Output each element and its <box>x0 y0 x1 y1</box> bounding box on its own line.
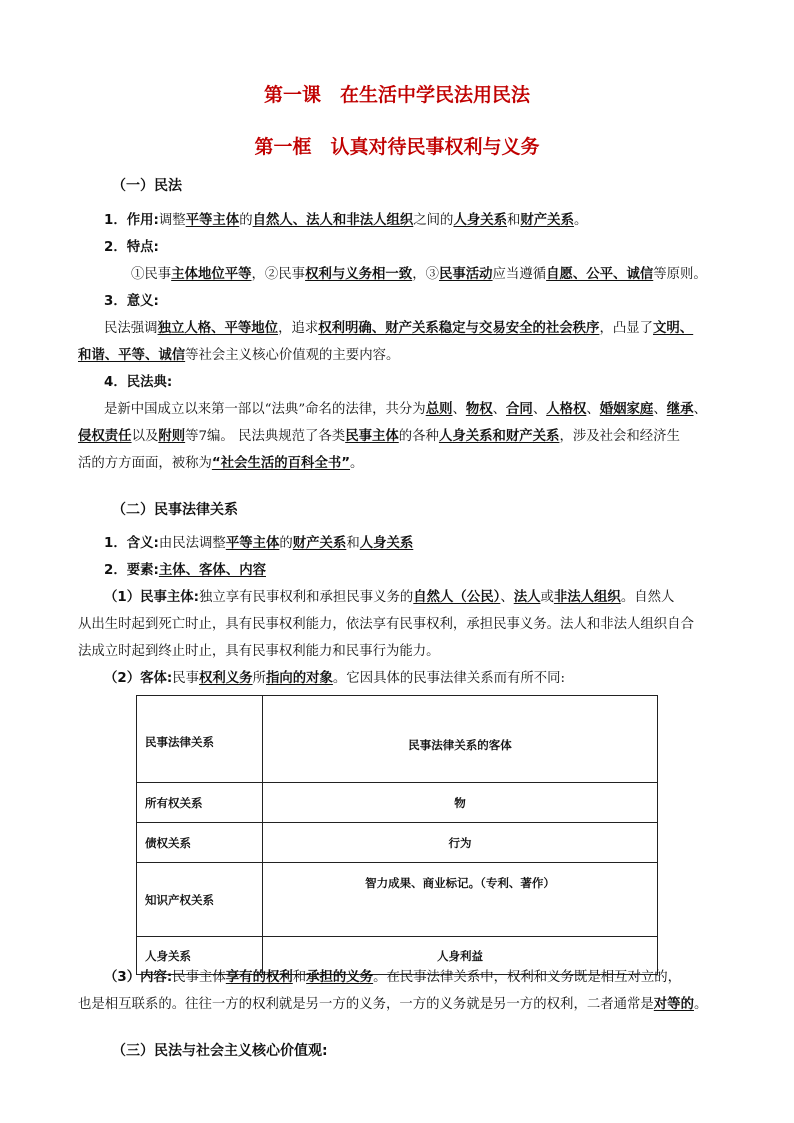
item-civil-code-line2: 侵权责任以及附则等7编。 民法典规范了各类民事主体的各种人身关系和财产关系，涉及社会和经济生 <box>78 429 680 444</box>
item-significance-line2: 和谐、平等、诚信等社会主义核心价值观的主要内容。 <box>78 348 400 363</box>
table-header-relation: 民事法律关系 <box>137 696 263 783</box>
item-features-text: ①民事主体地位平等，②民事权利与义务相一致，③民事活动应当遵循自愿、公平、诚信等原则。 <box>131 267 707 282</box>
table-row <box>137 863 658 937</box>
table-header-object: 民事法律关系的客体 <box>263 696 658 783</box>
table-cell-relation: 所有权关系 <box>137 783 263 823</box>
item-civil-code-line3: 活的方方面面，被称为“社会生活的百科全书”。 <box>78 456 364 471</box>
table-cell-relation: 知识产权关系 <box>137 863 263 937</box>
item-civil-code-line1: 是新中国成立以来第一部以“法典”命名的法律，共分为总则、物权、合同、人格权、婚姻家庭、继承、 <box>104 402 707 417</box>
section-heading-civil-legal-relations: （二）民事法律关系 <box>112 502 238 518</box>
table-cell-object: 人身利益 <box>263 937 658 975</box>
para-content-line2: 也是相互联系的。往往一方的权利就是另一方的义务，一方的义务就是另一方的权利，二者通常是对等的。 <box>78 997 708 1012</box>
item-elements: 2．要素:主体、客体、内容 <box>104 563 266 578</box>
item-function: 1．作用:调整平等主体的自然人、法人和非法人组织之间的人身关系和财产关系。 <box>104 213 588 228</box>
item-features-label: 2．特点: <box>104 240 159 255</box>
table-row <box>137 783 658 823</box>
para-subject-line2: 从出生时起到死亡时止，具有民事权利能力，依法享有民事权利，承担民事义务。法人和非法人组织自合 <box>78 617 694 632</box>
table-header-row <box>137 696 658 783</box>
item-civil-code-label: 4．民法典: <box>104 375 173 390</box>
table-cell-object: 智力成果、商业标记。（专利、著作） <box>263 863 658 937</box>
lesson-title: 第一课 在生活中学民法用民法 <box>263 84 530 106</box>
table-cell-relation: 债权关系 <box>137 823 263 863</box>
para-object: （2）客体:民事权利义务所指向的对象。它因具体的民事法律关系而有所不同: <box>104 671 566 686</box>
section-heading-civil-law: （一）民法 <box>112 178 182 194</box>
para-subject-line1: （1）民事主体:独立享有民事权利和承担民事义务的自然人（公民）、法人或非法人组织。自然人 <box>104 590 675 605</box>
item-significance-line1: 民法强调独立人格、平等地位，追求权利明确、财产关系稳定与交易安全的社会秩序，凸显了文明、 <box>104 321 694 336</box>
para-subject-line3: 法成立时起到终止时止，具有民事权利能力和民事行为能力。 <box>78 644 440 659</box>
relations-object-table <box>136 695 658 975</box>
table-cell-object: 行为 <box>263 823 658 863</box>
frame-title: 第一框 认真对待民事权利与义务 <box>254 136 540 158</box>
section-heading-core-values: （三）民法与社会主义核心价值观: <box>112 1043 328 1059</box>
table-row <box>137 823 658 863</box>
para-content-line1: （3）内容:民事主体享有的权利和承担的义务。在民事法律关系中，权利和义务既是相互对立的， <box>104 970 682 985</box>
item-meaning: 1．含义:由民法调整平等主体的财产关系和人身关系 <box>104 536 414 551</box>
table-cell-relation: 人身关系 <box>137 937 263 975</box>
item-significance-label: 3．意义: <box>104 294 159 309</box>
table-cell-object: 物 <box>263 783 658 823</box>
